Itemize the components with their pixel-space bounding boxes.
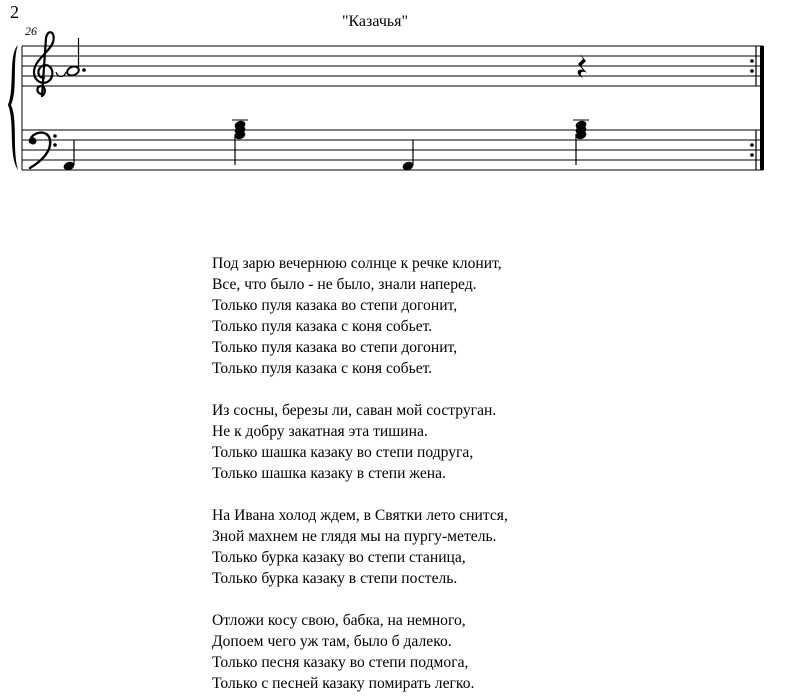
lyric-line: Только шашка казаку в степи жена.: [212, 465, 446, 482]
verse-2: [212, 400, 508, 484]
grand-staff-brace: [8, 45, 18, 170]
lyric-line: Допоем чего уж там, было б далеко.: [212, 633, 452, 650]
lyric-line: На Ивана холод ждем, в Святки лето снится,: [212, 507, 508, 524]
lyric-line: Только пуля казака во степи догонит,: [212, 297, 458, 314]
repeat-end-barline-icon: [750, 46, 764, 170]
bass-note-2: [401, 140, 414, 172]
treble-staff: [22, 46, 763, 86]
verse-4: [212, 610, 508, 694]
bass-chord-1: [232, 119, 248, 165]
lyric-line: Все, что было - не было, знали наперед.: [212, 276, 477, 293]
music-score: [0, 0, 800, 190]
lyric-line: Только пуля казака с коня собьет.: [212, 318, 433, 335]
measure-number: 26: [25, 24, 37, 38]
lyric-line: Только шашка казаку во степи подруга,: [212, 444, 474, 461]
song-title-text: "Казачья": [341, 13, 409, 30]
lyric-line: Из сосны, березы ли, саван мой соструган.: [212, 402, 497, 419]
lyric-line: Только бурка казаку в степи постель.: [212, 570, 458, 587]
lyric-line: Только пуля казака во степи догонит,: [212, 339, 458, 356]
bass-note-1: [62, 140, 75, 172]
lyric-line: Не к добру закатная эта тишина.: [212, 423, 428, 440]
lyric-line: Только с песней казаку помирать легко.: [212, 675, 475, 692]
bass-chord-2: [573, 119, 589, 165]
lyric-line: Только песня казаку во степи подмога,: [212, 654, 469, 671]
bass-staff: [22, 130, 763, 170]
lyric-line: Только пуля казака с коня собьет.: [212, 360, 433, 377]
song-lyrics: [212, 253, 508, 694]
lyric-line: Зной махнем не глядя мы на пургу-метель.: [212, 528, 497, 545]
verse-1: [212, 253, 508, 379]
treble-dotted-half-note: [56, 38, 86, 77]
page-number: 2: [10, 2, 19, 22]
verse-3: [212, 505, 508, 589]
lyric-line: Под зарю вечернюю солнце к речке клонит,: [212, 255, 502, 272]
lyric-line: Только бурка казаку во степи станица,: [212, 549, 466, 566]
lyric-line: Отложи косу свою, бабка, на немного,: [212, 612, 466, 629]
